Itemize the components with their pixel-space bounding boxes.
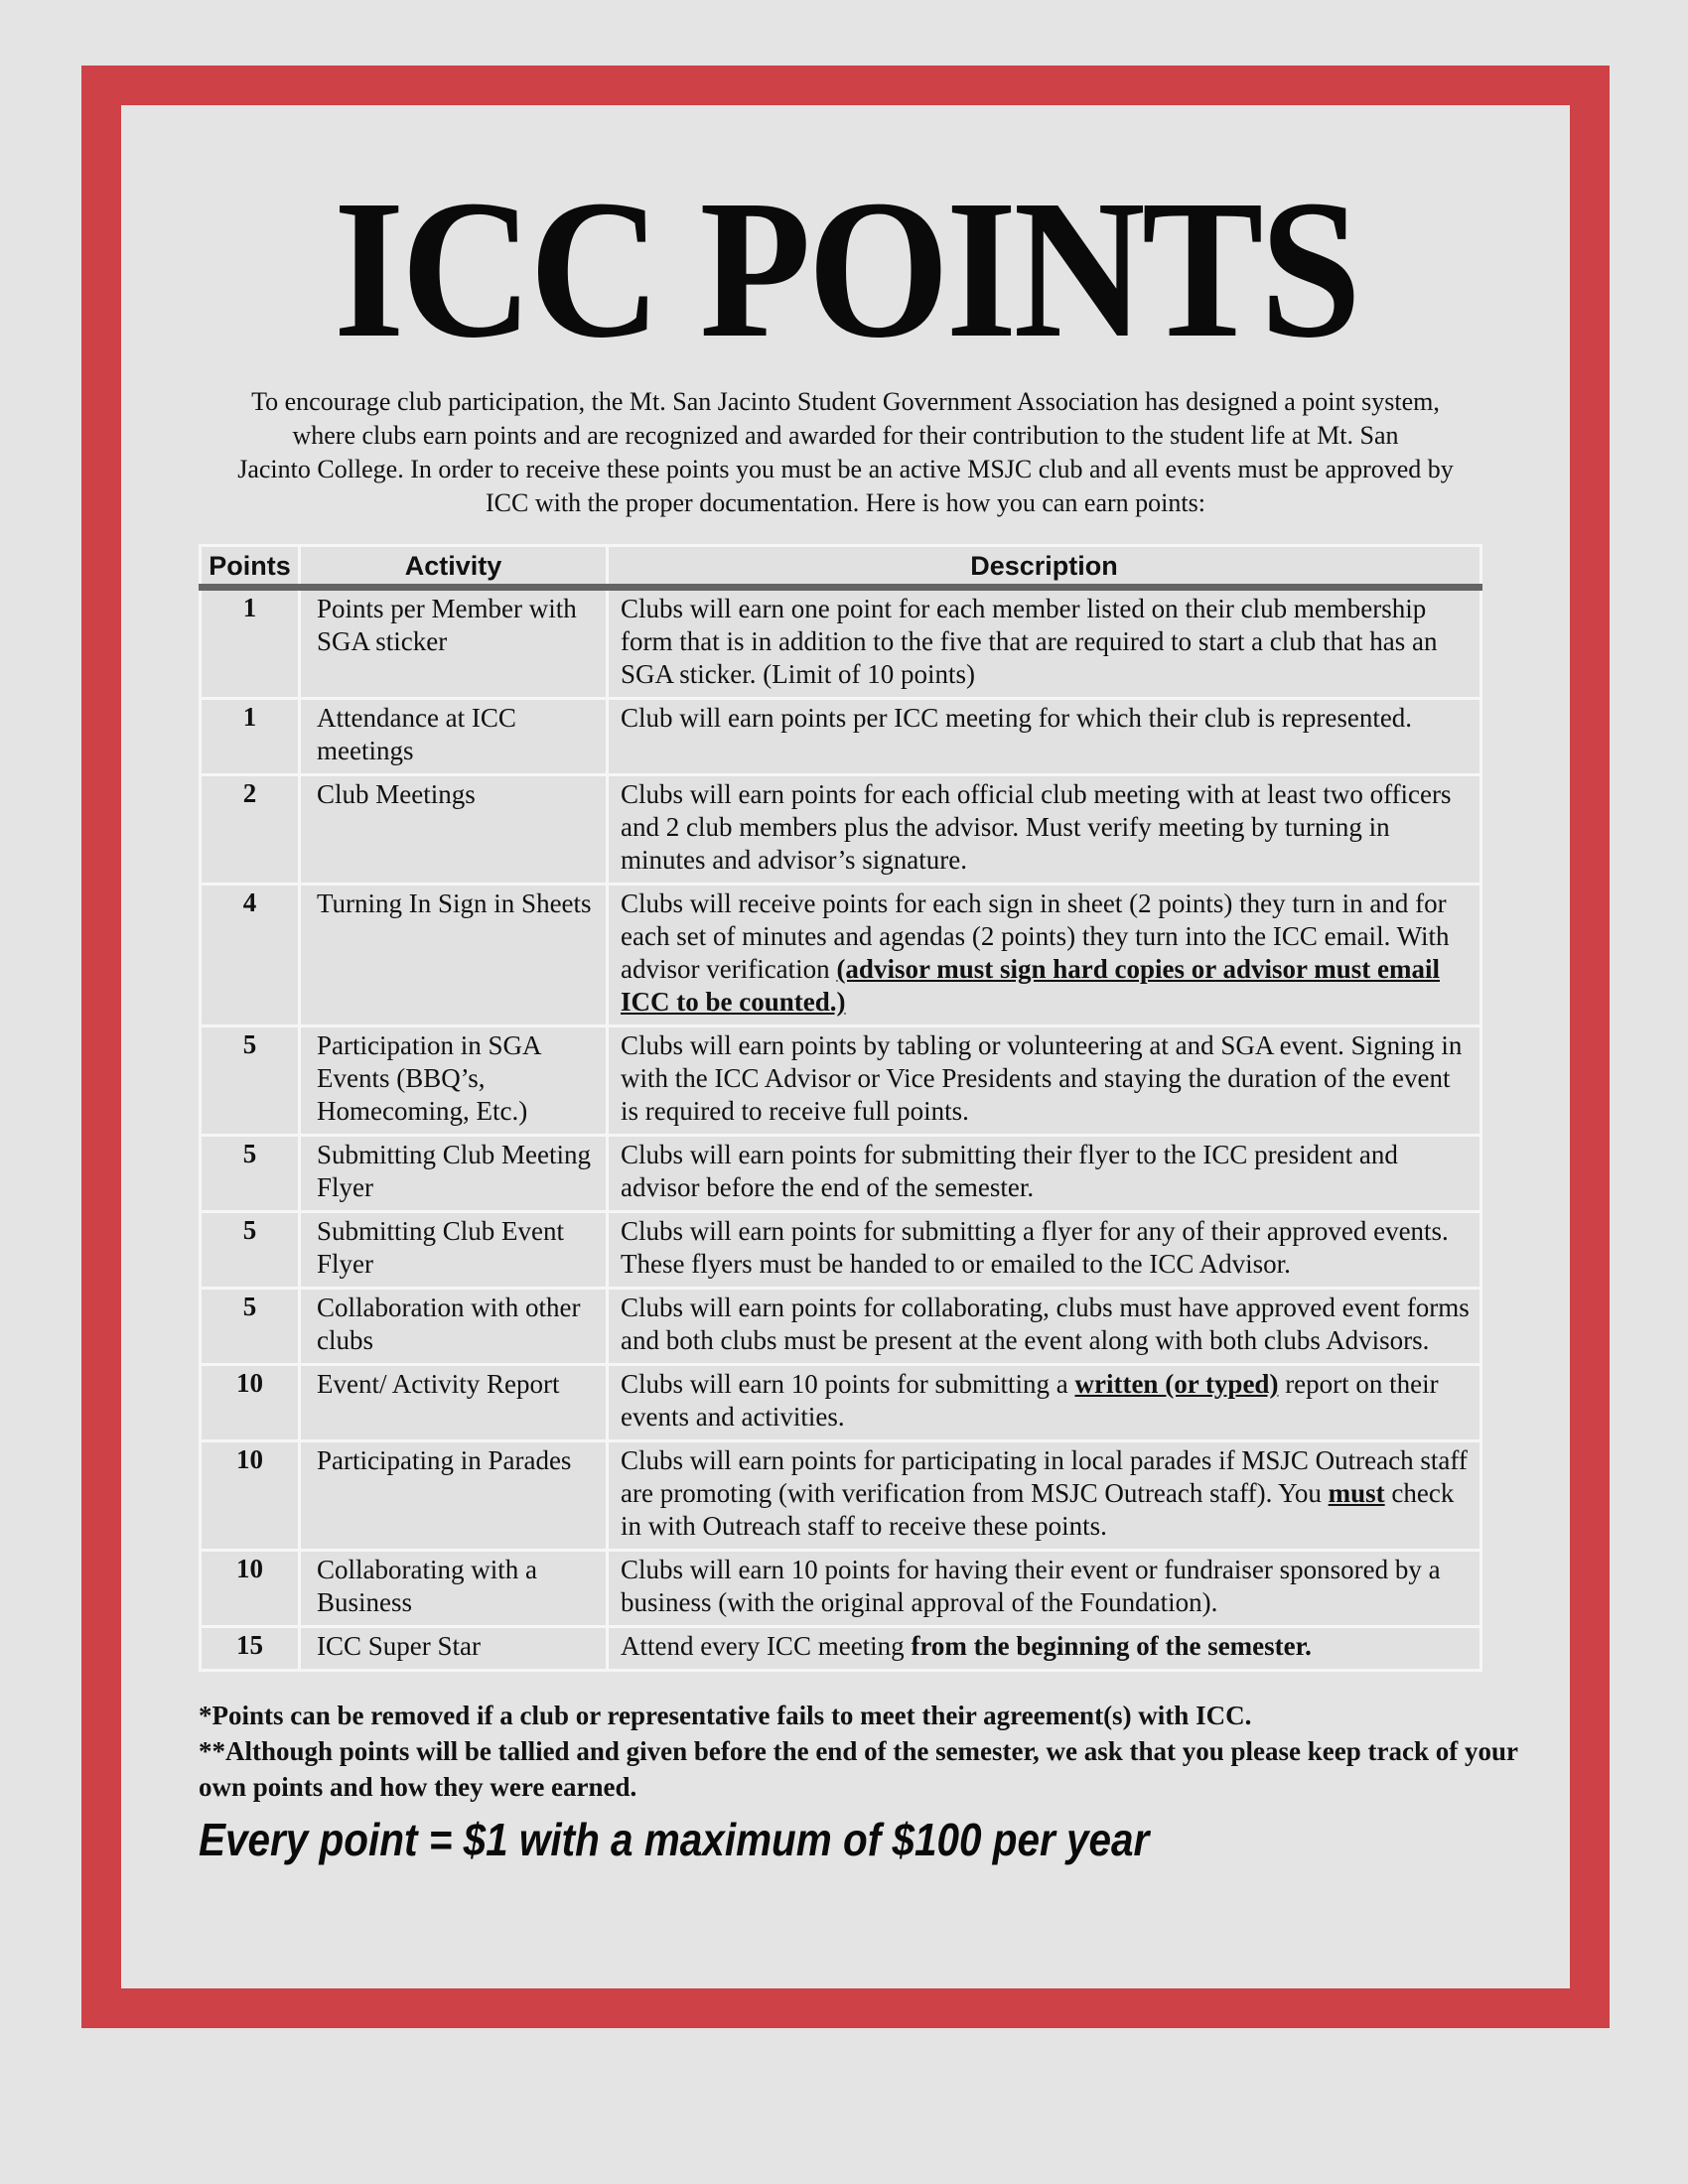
description-segment: Clubs will earn 10 points for submitting a — [621, 1369, 1075, 1399]
point-value-statement-text: Every point = $1 with a maximum of $100 per year — [199, 1814, 1150, 1865]
description-segment: Clubs will earn one point for each member listed on their club membership form that is in addition to the five that are required to start a club that has an SGA sticker. (Limit of 10 points) — [621, 594, 1438, 689]
table-row — [201, 1441, 1481, 1551]
col-header-description: Description — [608, 546, 1481, 588]
activity-cell: Club Meetings — [300, 775, 608, 885]
footnote-2: **Although points will be tallied and given before the end of the semester, we ask that you please keep track of your own points and how they were earned. — [199, 1736, 1518, 1802]
points-cell: 4 — [201, 885, 300, 1026]
activity-cell: Participating in Parades — [300, 1441, 608, 1551]
points-cell: 5 — [201, 1289, 300, 1365]
table-row — [201, 1551, 1481, 1627]
description-segment: report on their events and activities. — [621, 1369, 1439, 1432]
table-row — [201, 1627, 1481, 1671]
points-cell: 5 — [201, 1026, 300, 1136]
table-row — [201, 1136, 1481, 1212]
table-row — [201, 775, 1481, 885]
table-header-row — [201, 546, 1481, 588]
description-segment: Club will earn points per ICC meeting for which their club is represented. — [621, 703, 1413, 733]
table-row — [201, 885, 1481, 1026]
activity-cell: Attendance at ICC meetings — [300, 699, 608, 775]
description-segment: must — [1328, 1478, 1385, 1508]
description-cell — [608, 1212, 1481, 1289]
activity-cell: Submitting Club Meeting Flyer — [300, 1136, 608, 1212]
points-cell: 10 — [201, 1441, 300, 1551]
description-cell — [608, 1289, 1481, 1365]
description-cell — [608, 699, 1481, 775]
activity-cell: Collaboration with other clubs — [300, 1289, 608, 1365]
intro-line: Jacinto College. In order to receive these points you must be an active MSJC club and all events must be approved by — [237, 455, 1454, 483]
description-cell — [608, 1365, 1481, 1441]
description-segment: Clubs will earn points for each official club meeting with at least two officers and 2 club members plus the advisor. Must verify meeting by turning in minutes and advisor’s signature. — [621, 779, 1452, 875]
activity-cell: Participation in SGA Events (BBQ’s, Homecoming, Etc.) — [300, 1026, 608, 1136]
description-cell — [608, 885, 1481, 1026]
intro-paragraph — [121, 385, 1570, 520]
intro-line: where clubs earn points and are recognized and awarded for their contribution to the student life at Mt. San — [292, 421, 1399, 450]
points-cell: 5 — [201, 1212, 300, 1289]
description-segment: Clubs will earn points by tabling or volunteering at and SGA event. Signing in with the ICC Advisor or Vice Presidents and staying the duration of the event is required to receive full points. — [621, 1030, 1463, 1126]
red-border-frame — [81, 66, 1610, 2028]
description-cell — [608, 1627, 1481, 1671]
footnote-1: *Points can be removed if a club or representative fails to meet their agreement(s) with ICC. — [199, 1701, 1252, 1730]
description-cell — [608, 1026, 1481, 1136]
description-segment: Attend every ICC meeting — [621, 1631, 912, 1661]
intro-line: To encourage club participation, the Mt. San Jacinto Student Government Association has designed a point system, — [251, 387, 1440, 416]
description-segment: Clubs will earn 10 points for having their event or fundraiser sponsored by a business (with the original approval of the Foundation). — [621, 1555, 1441, 1617]
description-segment: (advisor must sign hard copies or advisor must email ICC to be counted.) — [621, 954, 1440, 1017]
table-row — [201, 588, 1481, 699]
points-cell: 10 — [201, 1365, 300, 1441]
description-cell — [608, 588, 1481, 699]
points-cell: 2 — [201, 775, 300, 885]
description-segment: Clubs will earn points for participating in local parades if MSJC Outreach staff are promoting (with verification from MSJC Outreach staff). You — [621, 1445, 1468, 1508]
intro-line: ICC with the proper documentation. Here is how you can earn points: — [486, 488, 1205, 517]
description-segment: Clubs will earn points for submitting their flyer to the ICC president and advisor before the end of the semester. — [621, 1140, 1398, 1202]
activity-cell: Collaborating with a Business — [300, 1551, 608, 1627]
table-row — [201, 1365, 1481, 1441]
activity-cell: Points per Member with SGA sticker — [300, 588, 608, 699]
description-segment: Clubs will earn points for collaborating, clubs must have approved event forms and both clubs must be present at the event along with both clubs Advisors. — [621, 1293, 1470, 1355]
activity-cell: Turning In Sign in Sheets — [300, 885, 608, 1026]
col-header-activity: Activity — [300, 546, 608, 588]
description-segment: Clubs will earn points for submitting a flyer for any of their approved events. These flyers must be handed to or emailed to the ICC Advisor. — [621, 1216, 1449, 1279]
points-cell: 1 — [201, 699, 300, 775]
points-cell: 15 — [201, 1627, 300, 1671]
description-cell — [608, 1136, 1481, 1212]
col-header-points: Points — [201, 546, 300, 588]
activity-cell: Submitting Club Event Flyer — [300, 1212, 608, 1289]
activity-cell: ICC Super Star — [300, 1627, 608, 1671]
points-cell: 5 — [201, 1136, 300, 1212]
points-table — [199, 544, 1482, 1672]
description-segment: written (or typed) — [1074, 1369, 1279, 1399]
page-title-text: ICC POINTS — [333, 160, 1358, 379]
point-value-statement — [199, 1813, 1570, 1867]
activity-cell: Event/ Activity Report — [300, 1365, 608, 1441]
page-title — [121, 160, 1570, 379]
table-row — [201, 1212, 1481, 1289]
description-segment: from the beginning of the semester. — [911, 1631, 1312, 1661]
points-cell: 10 — [201, 1551, 300, 1627]
description-cell — [608, 1551, 1481, 1627]
flyer-content — [121, 160, 1570, 2054]
table-row — [201, 1026, 1481, 1136]
table-row — [201, 699, 1481, 775]
points-table-body — [201, 588, 1481, 1671]
description-cell — [608, 1441, 1481, 1551]
table-row — [201, 1289, 1481, 1365]
footnotes — [199, 1698, 1570, 1805]
description-segment: Clubs will receive points for each sign in sheet (2 points) they turn in and for each set of minutes and agendas (2 points) they turn into the ICC email. With advisor verification — [621, 888, 1450, 984]
points-cell: 1 — [201, 588, 300, 699]
description-cell — [608, 775, 1481, 885]
description-segment: check in with Outreach staff to receive these points. — [621, 1478, 1455, 1541]
